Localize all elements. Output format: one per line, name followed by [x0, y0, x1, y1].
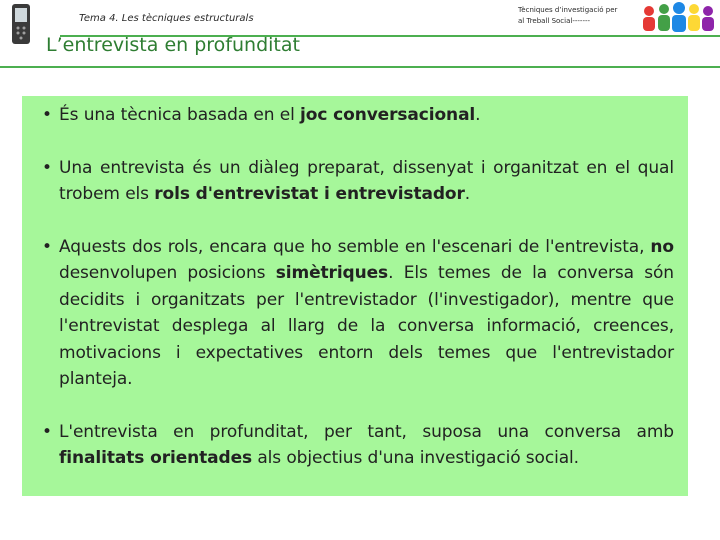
list-item	[42, 102, 674, 129]
bullet-marker: •	[42, 421, 52, 442]
bullet-text: És una tècnica basada en el	[59, 105, 301, 125]
bullet-text: . Els temes de la conversa són decidits i organitzats per l'entrevistador (l'investigador), mentre que l'entrevistat desplega al llarg de la conversa informació, creences, motivacions i expectatives entorn dels temes que l'entrevistador planteja.	[59, 263, 674, 389]
mobile-phone-icon	[6, 2, 36, 46]
list-item	[42, 419, 674, 472]
bullet-text: als objectius d'una investigació social.	[252, 448, 579, 468]
page-title: L’entrevista en profunditat	[46, 34, 300, 56]
slide-header	[0, 0, 720, 70]
bullet-text: Aquests dos rols, encara que ho semble en l'escenari de l'entrevista,	[59, 236, 651, 257]
course-topic: Tema 4. Les tècniques estructurals	[79, 13, 254, 24]
bullet-bold-text: finalitats orientades	[59, 448, 253, 468]
course-name-line-1: Tècniques d’investigació per	[518, 6, 618, 14]
bullet-text: Una entrevista és un diàleg preparat, dissenyat i organitzat en el qual trobem els	[59, 157, 674, 204]
bullet-text: desenvolupen posicions	[59, 263, 276, 283]
course-name	[518, 5, 638, 27]
course-name-line-2: al Treball Social-------	[518, 17, 591, 25]
content-panel	[22, 96, 688, 496]
bullet-bold-text: simètriques	[275, 263, 389, 283]
people-group-icon	[640, 0, 716, 34]
list-item	[42, 155, 674, 208]
bullet-text: .	[464, 184, 471, 204]
bullet-marker: •	[42, 157, 52, 178]
bullet-bold-text: no	[650, 236, 674, 257]
bullet-marker: •	[42, 105, 52, 125]
header-divider-bottom	[0, 66, 720, 68]
bullet-text: .	[475, 105, 481, 125]
bullet-bold-text: rols d'entrevistat i entrevistador	[154, 184, 465, 204]
bullet-text: L'entrevista en profunditat, per tant, suposa una conversa amb	[59, 421, 674, 442]
bullet-bold-text: joc conversacional	[300, 105, 476, 125]
bullet-marker: •	[42, 236, 52, 257]
list-item	[42, 234, 674, 393]
